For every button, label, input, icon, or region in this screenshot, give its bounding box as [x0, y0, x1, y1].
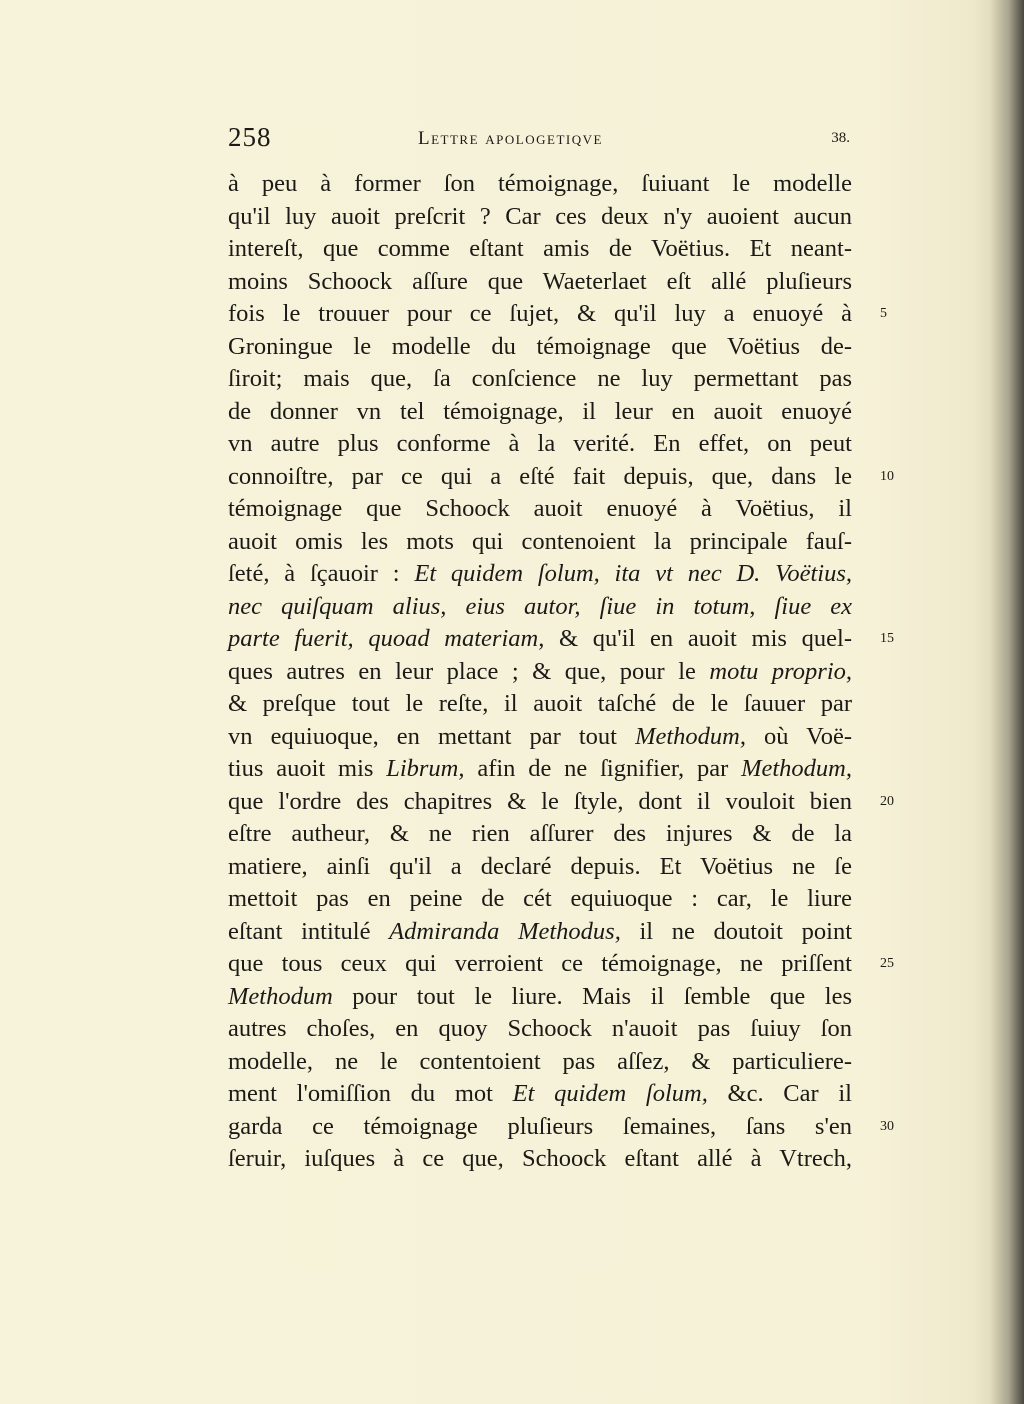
- text-line: [228, 818, 852, 851]
- text-line: [228, 363, 852, 396]
- text-line: [228, 168, 852, 201]
- text-run: il ne doutoit point: [620, 917, 853, 945]
- margin-line-number: 25: [880, 956, 894, 971]
- text-line: [228, 851, 852, 884]
- text-run: ſeté, à ſçauoir :: [228, 560, 415, 587]
- text-line: [228, 493, 852, 526]
- text-run: &c. Car il: [707, 1080, 852, 1107]
- italic-text: Librum,: [386, 755, 465, 782]
- text-line: [228, 1046, 852, 1079]
- text-line: [228, 428, 852, 461]
- margin-line-number: 10: [880, 468, 894, 484]
- text-line: [228, 461, 852, 494]
- text-line: [228, 1013, 852, 1046]
- text-run: témoignage que Schoock auoit enuoyé à Voëtius, il: [228, 495, 852, 522]
- text-line: [228, 948, 852, 981]
- page-edge-shadow: [990, 0, 1024, 1404]
- text-run: afin de ne ſignifier, par: [464, 755, 742, 782]
- text-run: où Voë-: [745, 722, 852, 750]
- text-line: [228, 233, 852, 266]
- margin-line-number: 15: [880, 631, 894, 646]
- text-line: [228, 916, 852, 949]
- text-line: [228, 753, 852, 786]
- text-line: [228, 201, 852, 234]
- text-run: ment l'omiſſion du mot: [228, 1080, 513, 1107]
- text-line: [228, 656, 852, 689]
- text-run: fois le trouuer pour ce ſujet, & qu'il luy a enuoyé à: [228, 300, 852, 327]
- text-run: autres choſes, en quoy Schoock n'auoit pas ſuiuy ſon: [228, 1015, 852, 1042]
- margin-line-number: 5: [880, 306, 887, 321]
- text-run: connoiſtre, par ce qui a eſté fait depuis, que, dans le: [228, 462, 852, 490]
- margin-line-number: 30: [880, 1118, 894, 1134]
- text-line: [228, 1143, 852, 1176]
- italic-text: parte fuerit, quoad materiam,: [228, 625, 545, 652]
- text-run: & qu'il en auoit mis quel-: [544, 625, 852, 652]
- text-run: intereſt, que comme eſtant amis de Voëtius. Et neant-: [228, 235, 852, 262]
- text-run: & preſque tout le reſte, il auoit taſché de le ſauuer par: [228, 690, 852, 717]
- text-run: vn equiuoque, en mettant par tout: [228, 722, 636, 750]
- italic-text: Admiranda Methodus,: [389, 917, 621, 945]
- text-run: eſtant intitulé: [228, 917, 390, 945]
- text-run: qu'il luy auoit preſcrit ? Car ces deux n'y auoient aucun: [228, 202, 852, 230]
- italic-text: Methodum,: [635, 722, 746, 750]
- text-line: [228, 883, 852, 916]
- text-line: [228, 1111, 852, 1144]
- text-run: matiere, ainſi qu'il a declaré depuis. Et Voëtius ne ſe: [228, 852, 852, 880]
- text-run: à peu à former ſon témoignage, ſuiuant le modelle: [228, 170, 852, 197]
- text-run: ques autres en leur place ; & que, pour le: [228, 657, 710, 685]
- italic-text: nec quiſquam alius, eius autor, ſiue in totum, ſiue ex: [228, 592, 852, 620]
- text-line: [228, 688, 852, 721]
- text-run: mettoit pas en peine de cét equiuoque : car, le liure: [228, 885, 852, 912]
- text-line: [228, 298, 852, 331]
- text-line: [228, 558, 852, 591]
- text-line: [228, 396, 852, 429]
- text-run: tius auoit mis: [228, 755, 387, 782]
- page-number: 258: [228, 122, 272, 152]
- text-run: eſtre autheur, & ne rien aſſurer des injures & de la: [228, 820, 852, 847]
- text-line: [228, 526, 852, 559]
- text-line: [228, 721, 852, 754]
- italic-text: Methodum: [228, 982, 333, 1010]
- text-line: [228, 1078, 852, 1111]
- text-run: garda ce témoignage pluſieurs ſemaines, ſans s'en: [228, 1112, 852, 1140]
- italic-text: motu proprio,: [709, 657, 852, 685]
- text-run: ſiroit; mais que, ſa conſcience ne luy permettant pas: [228, 365, 852, 392]
- text-run: moins Schoock aſſure que Waeterlaet eſt allé pluſieurs: [228, 267, 852, 295]
- running-header: [228, 122, 852, 158]
- text-run: modelle, ne le contentoient pas aſſez, & particuliere-: [228, 1047, 852, 1075]
- text-line: [228, 786, 852, 819]
- signature-mark: 38.: [831, 130, 850, 146]
- text-line: [228, 623, 852, 656]
- text-run: vn autre plus conforme à la verité. En effet, on peut: [228, 430, 852, 457]
- body-text: [228, 168, 852, 1176]
- text-line: [228, 331, 852, 364]
- text-run: auoit omis les mots qui contenoient la principale fauſ-: [228, 527, 852, 555]
- text-run: de donner vn tel témoignage, il leur en auoit enuoyé: [228, 397, 852, 425]
- text-line: [228, 266, 852, 299]
- text-run: ſeruir, iuſques à ce que, Schoock eſtant allé à Vtrech,: [228, 1145, 852, 1172]
- margin-line-number: 20: [880, 793, 894, 809]
- text-run: que tous ceux qui verroient ce témoignage, ne priſſent: [228, 950, 852, 977]
- italic-text: Methodum,: [741, 755, 852, 782]
- text-run: que l'ordre des chapitres & le ſtyle, dont il vouloit bien: [228, 787, 852, 815]
- text-line: [228, 591, 852, 624]
- text-line: [228, 981, 852, 1014]
- running-title: Lettre apologetiqve: [418, 128, 603, 149]
- text-run: Groningue le modelle du témoignage que Voëtius de-: [228, 332, 852, 360]
- italic-text: Et quidem ſolum, ita vt nec D. Voëtius,: [414, 560, 852, 587]
- italic-text: Et quidem ſolum,: [512, 1080, 708, 1107]
- text-run: pour tout le liure. Mais il ſemble que les: [332, 982, 852, 1010]
